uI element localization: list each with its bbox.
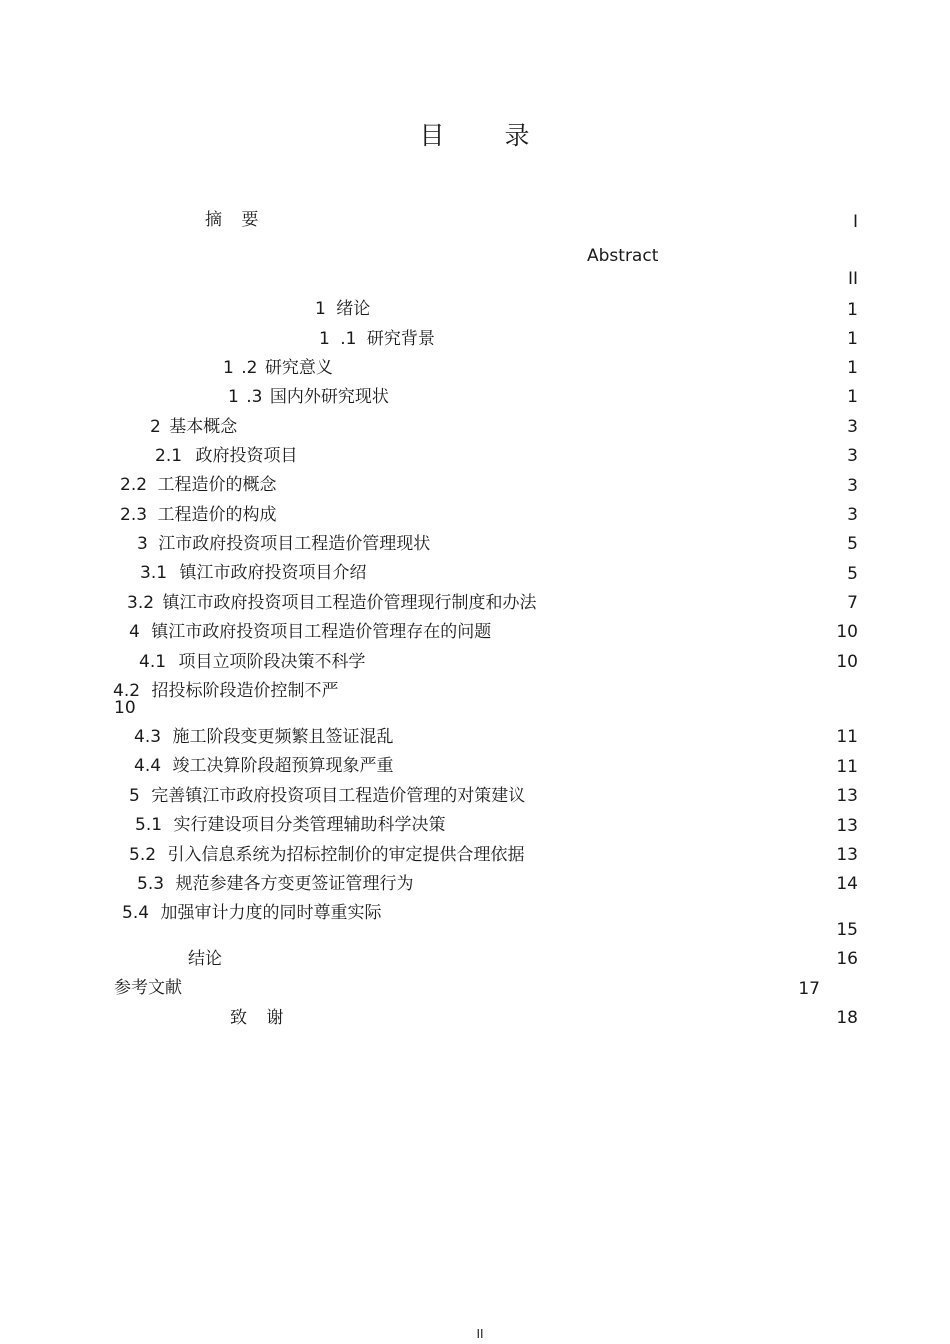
toc-entry-page[interactable]: 3 bbox=[847, 476, 858, 496]
toc-entry-label[interactable]: 4.2 招投标阶段造价控制不严 bbox=[113, 681, 339, 701]
toc-entry-page[interactable]: 13 bbox=[836, 845, 858, 865]
toc-entry-page[interactable]: 5 bbox=[847, 564, 858, 584]
toc-entry-page[interactable]: 17 bbox=[798, 979, 820, 999]
toc-entry-page[interactable]: 10 bbox=[836, 652, 858, 672]
toc-entry-label[interactable]: 5.3 规范参建各方变更签证管理行为 bbox=[137, 874, 414, 894]
toc-entry-label[interactable]: 1 .2 研究意义 bbox=[223, 358, 333, 378]
toc-entry-page[interactable]: 15 bbox=[836, 920, 858, 940]
toc-entry-label[interactable]: 3.2 镇江市政府投资项目工程造价管理现行制度和办法 bbox=[127, 593, 537, 613]
toc-entry-page[interactable]: 1 bbox=[847, 329, 858, 349]
toc-entry-label[interactable]: 5.4 加强审计力度的同时尊重实际 bbox=[122, 903, 382, 923]
toc-entry-page[interactable]: 18 bbox=[836, 1008, 858, 1028]
toc-entry-label[interactable]: 4.1 项目立项阶段决策不科学 bbox=[139, 652, 366, 672]
toc-title: 目 录 bbox=[419, 121, 556, 150]
toc-entry-page[interactable]: 13 bbox=[836, 786, 858, 806]
toc-entry-page[interactable]: 3 bbox=[847, 505, 858, 525]
toc-entry-label[interactable]: 3 江市政府投资项目工程造价管理现状 bbox=[137, 534, 431, 554]
toc-entry-page[interactable]: 10 bbox=[114, 698, 136, 718]
toc-entry-page[interactable]: 1 bbox=[847, 387, 858, 407]
toc-entry-page[interactable]: 1 bbox=[847, 358, 858, 378]
toc-entry-page[interactable]: 5 bbox=[847, 534, 858, 554]
toc-entry-page[interactable]: 14 bbox=[836, 874, 858, 894]
toc-entry-label[interactable]: 2.3 工程造价的构成 bbox=[120, 505, 277, 525]
toc-entry-label[interactable]: Abstract bbox=[587, 246, 659, 266]
toc-entry-label[interactable]: 4 镇江市政府投资项目工程造价管理存在的问题 bbox=[129, 622, 492, 642]
toc-entry-page[interactable]: 3 bbox=[847, 417, 858, 437]
toc-entry-label[interactable]: 2.1 政府投资项目 bbox=[155, 446, 298, 466]
toc-entry-label[interactable]: 1 绪论 bbox=[315, 299, 371, 319]
toc-entry-label[interactable]: 1 .3 国内外研究现状 bbox=[228, 387, 389, 407]
toc-entry-label[interactable]: 4.4 竣工决算阶段超预算现象严重 bbox=[134, 756, 394, 776]
toc-entry-page[interactable]: 3 bbox=[847, 446, 858, 466]
toc-entry-page[interactable]: 13 bbox=[836, 816, 858, 836]
toc-entry-page[interactable]: 1 bbox=[847, 300, 858, 320]
toc-entry-page[interactable]: 16 bbox=[836, 949, 858, 969]
toc-entry-label[interactable]: 5.2 引入信息系统为招标控制价的审定提供合理依据 bbox=[129, 845, 525, 865]
toc-entry-label[interactable]: 4.3 施工阶段变更频繁且签证混乱 bbox=[134, 727, 394, 747]
toc-entry-label[interactable]: 1 .1 研究背景 bbox=[319, 329, 435, 349]
page-number-footer: II bbox=[476, 1327, 484, 1341]
toc-entry-label[interactable]: 结论 bbox=[188, 949, 222, 969]
toc-entry-label[interactable]: 2 基本概念 bbox=[150, 417, 238, 437]
toc-entry-label[interactable]: 致 谢 bbox=[230, 1008, 284, 1028]
toc-entry-page[interactable]: 11 bbox=[836, 727, 858, 747]
toc-entry-page[interactable]: 7 bbox=[847, 593, 858, 613]
toc-entry-page[interactable]: II bbox=[847, 269, 858, 289]
toc-entry-label[interactable]: 2.2 工程造价的概念 bbox=[120, 475, 277, 495]
toc-entry-label[interactable]: 3.1 镇江市政府投资项目介绍 bbox=[140, 563, 367, 583]
toc-entry-label[interactable]: 5 完善镇江市政府投资项目工程造价管理的对策建议 bbox=[129, 786, 526, 806]
toc-entry-page[interactable]: 11 bbox=[836, 757, 858, 777]
toc-entry-page[interactable]: I bbox=[852, 212, 858, 232]
toc-entry-label[interactable]: 摘 要 bbox=[205, 210, 259, 230]
toc-entry-label[interactable]: 参考文献 bbox=[114, 978, 182, 998]
toc-entry-label[interactable]: 5.1 实行建设项目分类管理辅助科学决策 bbox=[135, 815, 446, 835]
toc-entry-page[interactable]: 10 bbox=[836, 622, 858, 642]
